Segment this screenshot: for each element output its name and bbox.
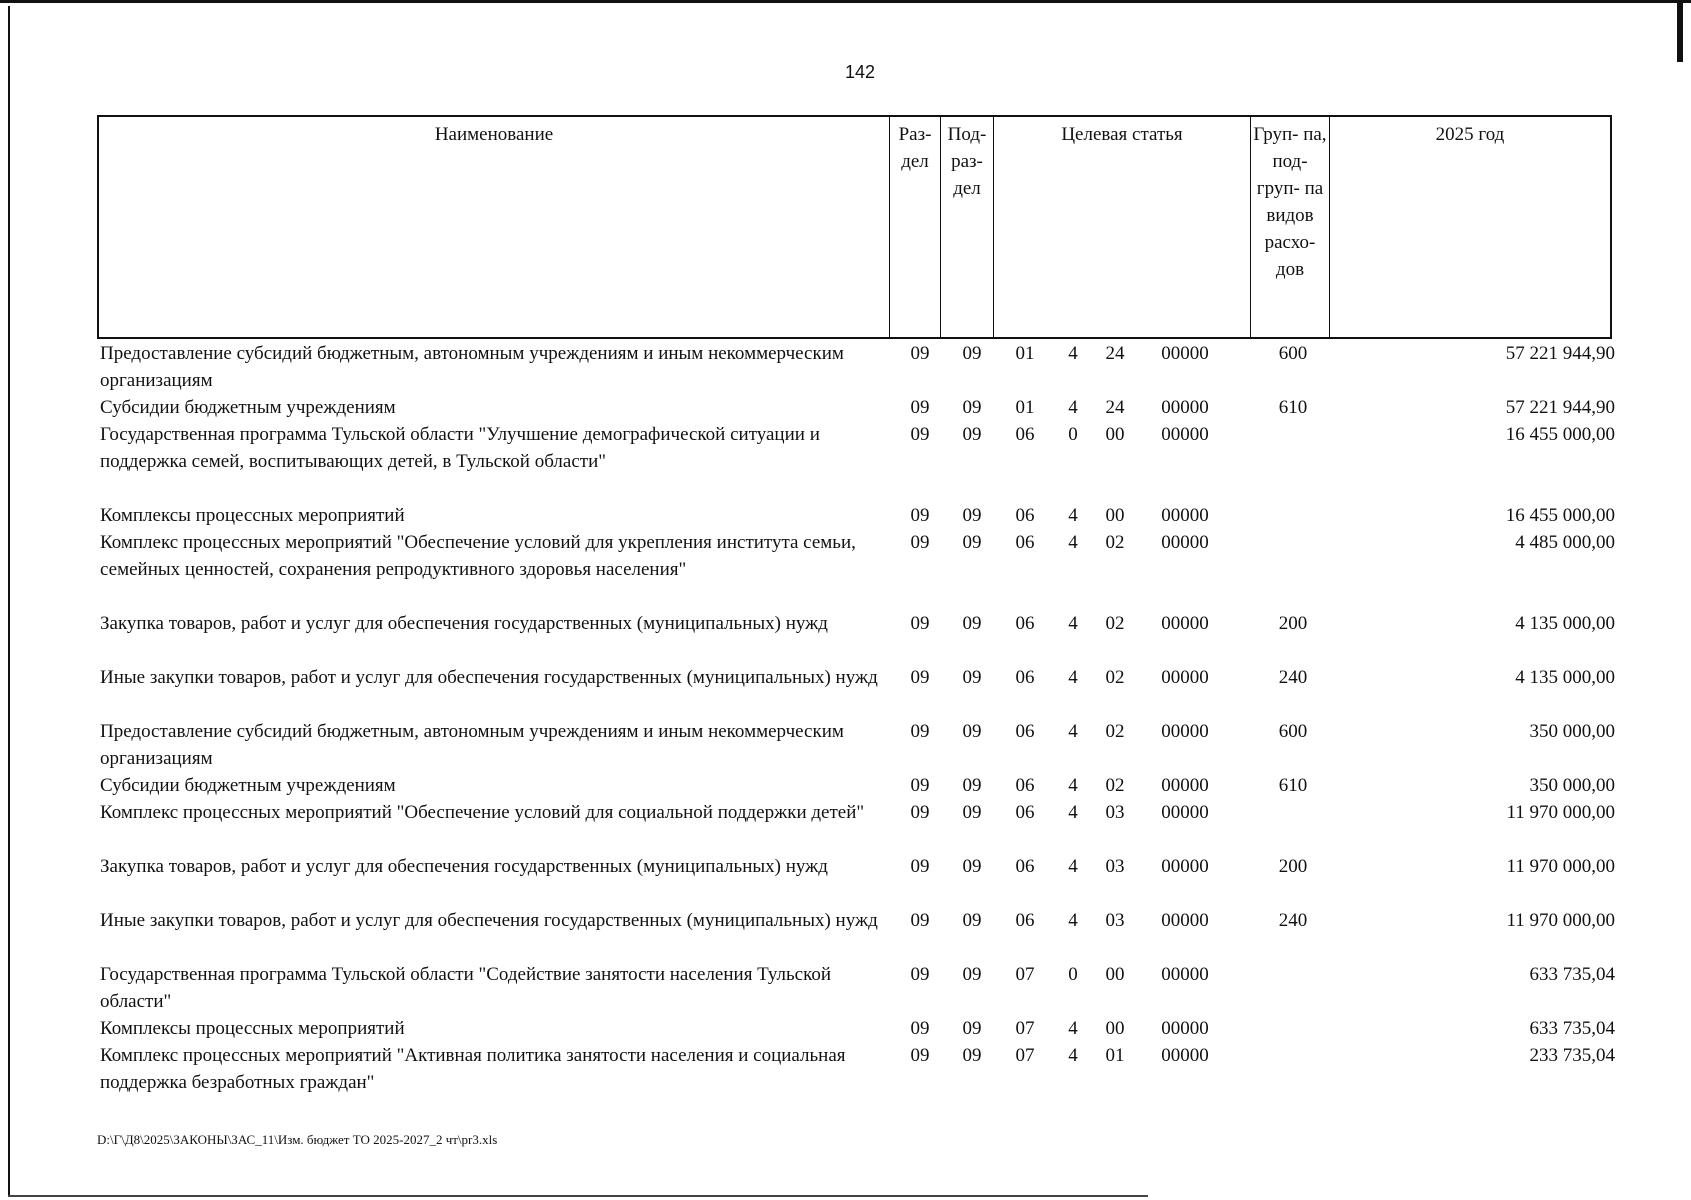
cell-podrazdel: 09 bbox=[962, 856, 982, 877]
cell-target-type: 4 bbox=[1068, 856, 1078, 877]
cell-razdel: 09 bbox=[910, 1045, 930, 1066]
header-name: Наименование bbox=[434, 124, 554, 145]
cell-expense-group: 600 bbox=[1278, 721, 1308, 742]
cell-target-program: 06 bbox=[1015, 802, 1035, 823]
cell-razdel: 09 bbox=[910, 343, 930, 364]
cell-target-subprogram: 03 bbox=[1105, 856, 1125, 877]
table-row bbox=[100, 529, 1615, 610]
header-razdel: Раз- дел bbox=[898, 124, 932, 172]
cell-target-subprogram: 02 bbox=[1105, 532, 1125, 553]
cell-target-type: 4 bbox=[1068, 505, 1078, 526]
page-frame-top bbox=[0, 0, 1691, 3]
table-row bbox=[100, 1042, 1615, 1096]
cell-razdel: 09 bbox=[910, 856, 930, 877]
cell-target-program: 01 bbox=[1015, 397, 1035, 418]
cell-podrazdel: 09 bbox=[962, 775, 982, 796]
table-row bbox=[100, 772, 1615, 799]
cell-target-type: 0 bbox=[1068, 424, 1078, 445]
cell-razdel: 09 bbox=[910, 964, 930, 985]
cell-target-direction: 00000 bbox=[1161, 505, 1209, 526]
table-row bbox=[100, 394, 1615, 421]
cell-podrazdel: 09 bbox=[962, 667, 982, 688]
page-frame-bottom bbox=[8, 1195, 1148, 1197]
cell-expense-group: 610 bbox=[1278, 775, 1308, 796]
cell-target-program: 06 bbox=[1015, 775, 1035, 796]
cell-expense-group: 610 bbox=[1278, 397, 1308, 418]
cell-expense-group: 240 bbox=[1278, 910, 1308, 931]
header-podrazdel: Под- раз- дел bbox=[947, 124, 987, 199]
cell-razdel: 09 bbox=[910, 424, 930, 445]
cell-target-type: 4 bbox=[1068, 775, 1078, 796]
table-header bbox=[97, 115, 1612, 339]
cell-name: Государственная программа Тульской области "Улучшение демографической ситуации и поддержка семей, воспитывающих детей, в Тульской области" bbox=[100, 424, 820, 472]
cell-target-subprogram: 00 bbox=[1105, 424, 1125, 445]
cell-target-program: 06 bbox=[1015, 856, 1035, 877]
cell-name: Предоставление субсидий бюджетным, автономным учреждениям и иным некоммерческим организациям bbox=[100, 721, 844, 769]
cell-amount-2025: 233 735,04 bbox=[1529, 1045, 1615, 1066]
cell-name: Государственная программа Тульской области "Содействие занятости населения Тульской области" bbox=[100, 964, 832, 1012]
header-celevaya-statya: Целевая статья bbox=[1061, 124, 1183, 145]
cell-target-type: 4 bbox=[1068, 802, 1078, 823]
cell-target-subprogram: 02 bbox=[1105, 721, 1125, 742]
cell-target-type: 4 bbox=[1068, 1045, 1078, 1066]
cell-name: Закупка товаров, работ и услуг для обеспечения государственных (муниципальных) нужд bbox=[100, 613, 828, 634]
cell-podrazdel: 09 bbox=[962, 802, 982, 823]
table-row bbox=[100, 718, 1615, 772]
cell-target-subprogram: 24 bbox=[1105, 343, 1125, 364]
cell-podrazdel: 09 bbox=[962, 505, 982, 526]
cell-name: Комплексы процессных мероприятий bbox=[100, 505, 405, 526]
cell-amount-2025: 350 000,00 bbox=[1529, 775, 1615, 796]
cell-target-subprogram: 03 bbox=[1105, 802, 1125, 823]
cell-target-direction: 00000 bbox=[1161, 721, 1209, 742]
cell-amount-2025: 633 735,04 bbox=[1529, 1018, 1615, 1039]
page-frame-left bbox=[8, 6, 10, 1196]
cell-amount-2025: 16 455 000,00 bbox=[1505, 424, 1615, 445]
cell-target-direction: 00000 bbox=[1161, 397, 1209, 418]
cell-target-type: 4 bbox=[1068, 397, 1078, 418]
cell-target-direction: 00000 bbox=[1161, 343, 1209, 364]
cell-amount-2025: 11 970 000,00 bbox=[1506, 802, 1615, 823]
cell-name: Комплексы процессных мероприятий bbox=[100, 1018, 405, 1039]
cell-podrazdel: 09 bbox=[962, 721, 982, 742]
cell-target-subprogram: 03 bbox=[1105, 910, 1125, 931]
cell-target-direction: 00000 bbox=[1161, 775, 1209, 796]
header-year: 2025 год bbox=[1435, 124, 1505, 145]
table-row bbox=[100, 1015, 1615, 1042]
cell-target-type: 4 bbox=[1068, 721, 1078, 742]
cell-razdel: 09 bbox=[910, 802, 930, 823]
cell-target-program: 07 bbox=[1015, 964, 1035, 985]
table-row bbox=[100, 421, 1615, 502]
cell-podrazdel: 09 bbox=[962, 910, 982, 931]
cell-amount-2025: 16 455 000,00 bbox=[1505, 505, 1615, 526]
cell-target-program: 07 bbox=[1015, 1018, 1035, 1039]
cell-target-program: 06 bbox=[1015, 910, 1035, 931]
cell-podrazdel: 09 bbox=[962, 613, 982, 634]
cell-podrazdel: 09 bbox=[962, 964, 982, 985]
cell-target-direction: 00000 bbox=[1161, 910, 1209, 931]
cell-target-direction: 00000 bbox=[1161, 1018, 1209, 1039]
cell-target-program: 06 bbox=[1015, 505, 1035, 526]
cell-target-subprogram: 02 bbox=[1105, 775, 1125, 796]
cell-razdel: 09 bbox=[910, 532, 930, 553]
cell-podrazdel: 09 bbox=[962, 343, 982, 364]
cell-name: Предоставление субсидий бюджетным, автономным учреждениям и иным некоммерческим организациям bbox=[100, 343, 844, 391]
cell-expense-group: 200 bbox=[1278, 613, 1308, 634]
cell-razdel: 09 bbox=[910, 613, 930, 634]
cell-target-subprogram: 24 bbox=[1105, 397, 1125, 418]
cell-target-direction: 00000 bbox=[1161, 964, 1209, 985]
cell-podrazdel: 09 bbox=[962, 424, 982, 445]
cell-target-direction: 00000 bbox=[1161, 424, 1209, 445]
cell-name: Комплекс процессных мероприятий "Обеспечение условий для укрепления института семьи, семейных ценностей, сохранения репродуктивного здоровья населения" bbox=[100, 532, 856, 580]
cell-target-direction: 00000 bbox=[1161, 802, 1209, 823]
cell-amount-2025: 57 221 944,90 bbox=[1505, 397, 1615, 418]
cell-razdel: 09 bbox=[910, 721, 930, 742]
cell-target-direction: 00000 bbox=[1161, 667, 1209, 688]
cell-name: Иные закупки товаров, работ и услуг для обеспечения государственных (муниципальных) нужд bbox=[100, 667, 878, 688]
cell-target-type: 4 bbox=[1068, 1018, 1078, 1039]
cell-name: Комплекс процессных мероприятий "Обеспечение условий для социальной поддержки детей" bbox=[100, 802, 865, 823]
cell-target-program: 06 bbox=[1015, 424, 1035, 445]
table-row bbox=[100, 907, 1615, 961]
cell-target-direction: 00000 bbox=[1161, 613, 1209, 634]
cell-target-direction: 00000 bbox=[1161, 856, 1209, 877]
cell-podrazdel: 09 bbox=[962, 532, 982, 553]
cell-target-direction: 00000 bbox=[1161, 532, 1209, 553]
cell-target-type: 0 bbox=[1068, 964, 1078, 985]
cell-target-program: 01 bbox=[1015, 343, 1035, 364]
table-row bbox=[100, 610, 1615, 664]
cell-name: Субсидии бюджетным учреждениям bbox=[100, 775, 396, 796]
cell-name: Закупка товаров, работ и услуг для обеспечения государственных (муниципальных) нужд bbox=[100, 856, 828, 877]
cell-target-program: 06 bbox=[1015, 667, 1035, 688]
cell-target-subprogram: 02 bbox=[1105, 667, 1125, 688]
cell-target-program: 07 bbox=[1015, 1045, 1035, 1066]
table-row bbox=[100, 799, 1615, 853]
table-row bbox=[100, 664, 1615, 718]
cell-target-type: 4 bbox=[1068, 667, 1078, 688]
cell-amount-2025: 11 970 000,00 bbox=[1506, 910, 1615, 931]
cell-expense-group: 600 bbox=[1278, 343, 1308, 364]
cell-target-subprogram: 00 bbox=[1105, 964, 1125, 985]
cell-expense-group: 240 bbox=[1278, 667, 1308, 688]
cell-razdel: 09 bbox=[910, 667, 930, 688]
cell-podrazdel: 09 bbox=[962, 397, 982, 418]
cell-target-type: 4 bbox=[1068, 343, 1078, 364]
cell-amount-2025: 11 970 000,00 bbox=[1506, 856, 1615, 877]
cell-target-program: 06 bbox=[1015, 721, 1035, 742]
cell-razdel: 09 bbox=[910, 910, 930, 931]
table-body bbox=[100, 340, 1615, 1096]
cell-target-program: 06 bbox=[1015, 613, 1035, 634]
cell-target-program: 06 bbox=[1015, 532, 1035, 553]
cell-razdel: 09 bbox=[910, 397, 930, 418]
table-row bbox=[100, 502, 1615, 529]
cell-target-subprogram: 02 bbox=[1105, 613, 1125, 634]
cell-razdel: 09 bbox=[910, 1018, 930, 1039]
cell-target-subprogram: 00 bbox=[1105, 505, 1125, 526]
cell-amount-2025: 350 000,00 bbox=[1529, 721, 1615, 742]
cell-name: Иные закупки товаров, работ и услуг для обеспечения государственных (муниципальных) нужд bbox=[100, 910, 878, 931]
cell-razdel: 09 bbox=[910, 775, 930, 796]
cell-target-subprogram: 00 bbox=[1105, 1018, 1125, 1039]
table-row bbox=[100, 961, 1615, 1015]
cell-podrazdel: 09 bbox=[962, 1018, 982, 1039]
cell-name: Комплекс процессных мероприятий "Активная политика занятости населения и социальная поддержка безработных граждан" bbox=[100, 1045, 846, 1093]
cell-razdel: 09 bbox=[910, 505, 930, 526]
cell-target-direction: 00000 bbox=[1161, 1045, 1209, 1066]
cell-target-subprogram: 01 bbox=[1105, 1045, 1125, 1066]
footer-file-path: D:\Г\Д8\2025\ЗАКОНЫ\ЗАС_11\Изм. бюджет ТО 2025-2027_2 чт\pr3.xls bbox=[97, 1132, 498, 1147]
cell-podrazdel: 09 bbox=[962, 1045, 982, 1066]
header-gruppa-vidov-rashodov: Груп- па, под- груп- па видов расхо- дов bbox=[1253, 124, 1327, 280]
cell-target-type: 4 bbox=[1068, 613, 1078, 634]
cell-amount-2025: 633 735,04 bbox=[1529, 964, 1615, 985]
cell-amount-2025: 4 485 000,00 bbox=[1515, 532, 1615, 553]
cell-target-type: 4 bbox=[1068, 532, 1078, 553]
cell-expense-group: 200 bbox=[1278, 856, 1308, 877]
cell-name: Субсидии бюджетным учреждениям bbox=[100, 397, 396, 418]
cell-amount-2025: 57 221 944,90 bbox=[1505, 343, 1615, 364]
cell-amount-2025: 4 135 000,00 bbox=[1515, 667, 1615, 688]
page-number: 142 bbox=[844, 62, 876, 82]
page-frame-right bbox=[1677, 0, 1683, 62]
cell-target-type: 4 bbox=[1068, 910, 1078, 931]
cell-amount-2025: 4 135 000,00 bbox=[1515, 613, 1615, 634]
table-row bbox=[100, 853, 1615, 907]
table-row bbox=[100, 340, 1615, 394]
